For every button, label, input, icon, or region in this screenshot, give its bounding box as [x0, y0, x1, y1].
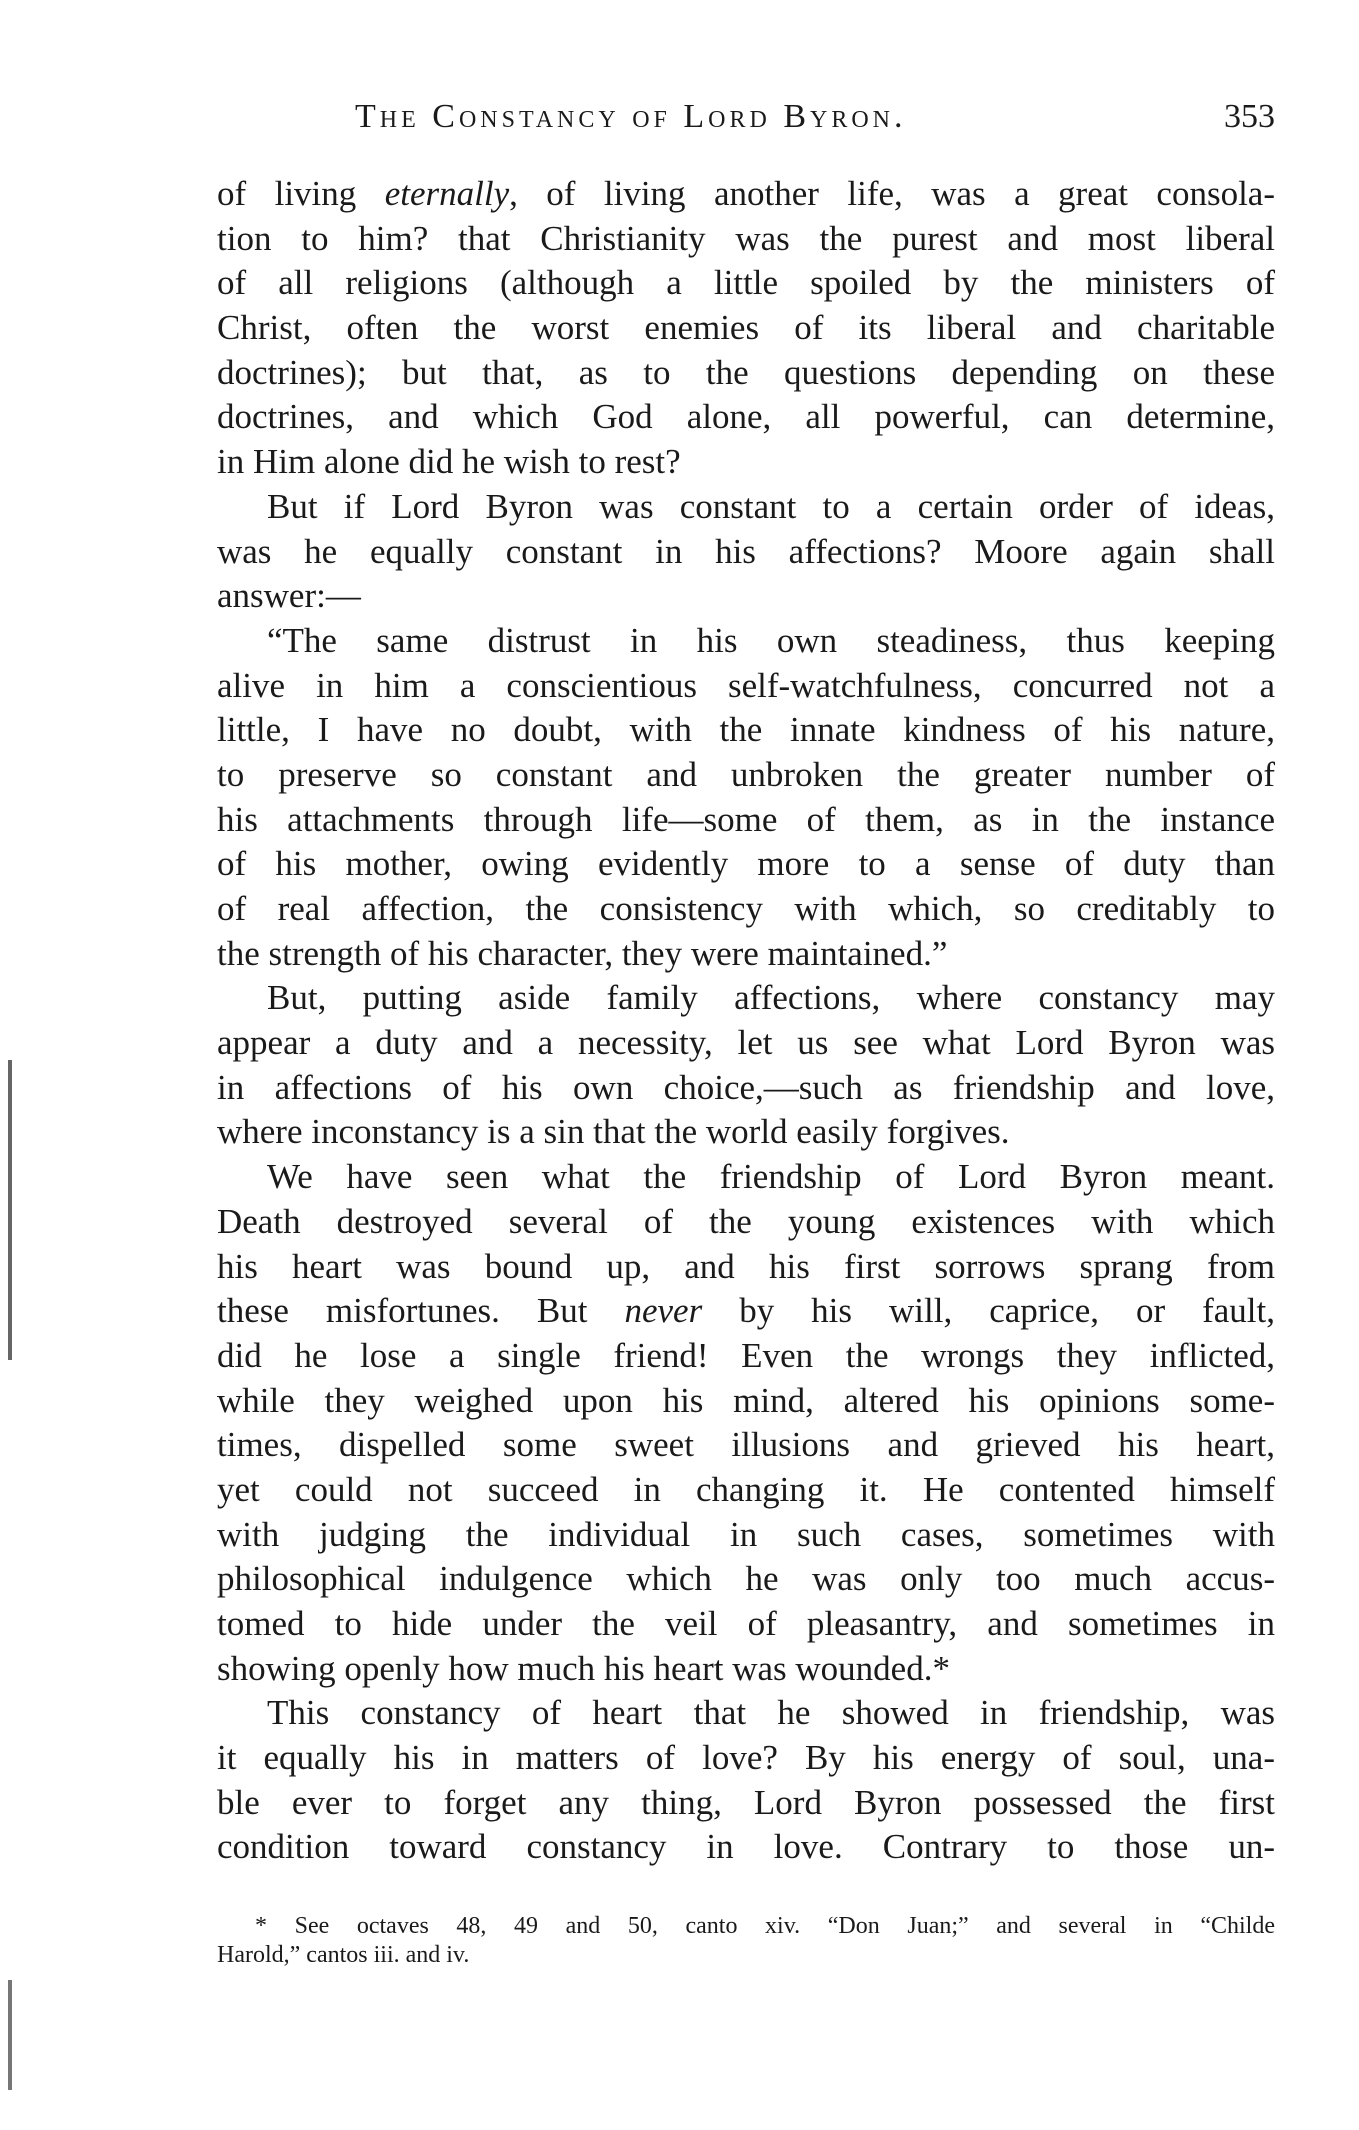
- text-line: alive in him a conscientious self-watchfulness, concurred not a: [217, 665, 1275, 705]
- paragraph: [217, 1691, 1275, 1870]
- text-line: “The same distrust in his own steadiness, thus keeping: [267, 620, 1275, 660]
- paragraph: [217, 1155, 1275, 1691]
- text-line: while they weighed upon his mind, altered his opinions some-: [217, 1380, 1275, 1420]
- text-line: was he equally constant in his affections? Moore again shall: [217, 531, 1275, 571]
- paragraph: [217, 172, 1275, 485]
- text-line: condition toward constancy in love. Contrary to those un-: [217, 1827, 1275, 1867]
- footnote: [217, 1912, 1275, 1970]
- text-line: tomed to hide under the veil of pleasantry, and sometimes in: [217, 1604, 1275, 1643]
- text-line: little, I have no doubt, with the innate kindness of his nature,: [217, 710, 1275, 750]
- text-line: the strength of his character, they were maintained.”: [217, 933, 948, 973]
- footnote-line: * See octaves 48, 49 and 50, canto xiv. “Don Juan;” and several in “Childe: [255, 1913, 1275, 1939]
- text-segment: , of living another life, was a great consola-: [509, 174, 1275, 213]
- text-line: philosophical indulgence which he was only too much accus-: [217, 1559, 1275, 1599]
- text-line: [217, 1289, 1275, 1334]
- text-line: But, putting aside family affections, where constancy may: [267, 978, 1275, 1018]
- text-line: ble ever to forget any thing, Lord Byron possessed the first: [217, 1782, 1275, 1822]
- text-line: of his mother, owing evidently more to a sense of duty than: [217, 844, 1275, 884]
- text-line: But if Lord Byron was constant to a certain order of ideas,: [267, 486, 1275, 526]
- paragraph: [217, 619, 1275, 977]
- text-line: doctrines); but that, as to the questions depending on these: [217, 352, 1275, 392]
- text-line: it equally his in matters of love? By his energy of soul, una-: [217, 1738, 1275, 1778]
- text-segment: by his will, caprice, or fault,: [702, 1291, 1275, 1331]
- text-line: Christ, often the worst enemies of its liberal and charitable: [217, 308, 1275, 348]
- scan-edge-mark: [8, 1980, 12, 2090]
- text-line: with judging the individual in such cases, sometimes with: [217, 1514, 1275, 1554]
- text-line: in affections of his own choice,—such as friendship and love,: [217, 1067, 1275, 1107]
- text-line: his attachments through life—some of them, as in the instance: [217, 799, 1275, 839]
- text-line: times, dispelled some sweet illusions and grieved his heart,: [217, 1425, 1275, 1465]
- text-line: We have seen what the friendship of Lord Byron meant.: [267, 1157, 1275, 1197]
- scan-edge-mark: [8, 1060, 12, 1360]
- italic-text: eternally: [384, 174, 510, 213]
- text-line: in Him alone did he wish to rest?: [217, 442, 681, 482]
- text-line: did he lose a single friend! Even the wrongs they inflicted,: [217, 1335, 1275, 1375]
- text-line: tion to him? that Christianity was the purest and most liberal: [217, 218, 1275, 258]
- page-number: 353: [1224, 98, 1275, 135]
- text-line: Death destroyed several of the young existences with which: [217, 1201, 1275, 1241]
- text-segment: of living: [217, 174, 385, 213]
- text-line: of all religions (although a little spoiled by the ministers of: [217, 263, 1275, 303]
- text-line: answer:—: [217, 576, 361, 616]
- text-line: [217, 172, 1275, 217]
- running-title: The Constancy of Lord Byron.: [355, 98, 907, 135]
- text-line: to preserve so constant and unbroken the greater number of: [217, 754, 1275, 794]
- footnote-line: Harold,” cantos iii. and iv.: [217, 1942, 470, 1968]
- text-line: This constancy of heart that he showed in friendship, was: [267, 1693, 1275, 1733]
- text-line: appear a duty and a necessity, let us see what Lord Byron was: [217, 1023, 1275, 1063]
- italic-text: never: [624, 1291, 703, 1331]
- text-line: doctrines, and which God alone, all powerful, can determine,: [217, 397, 1275, 437]
- text-line: showing openly how much his heart was wounded.*: [217, 1648, 950, 1688]
- text-line: where inconstancy is a sin that the world easily forgives.: [217, 1112, 1010, 1152]
- text-segment: these misfortunes. But: [217, 1291, 625, 1331]
- text-line: yet could not succeed in changing it. He contented himself: [217, 1469, 1275, 1509]
- running-header: [355, 98, 1275, 148]
- body-text: [217, 172, 1275, 1870]
- paragraph: [217, 485, 1275, 619]
- paragraph: [217, 976, 1275, 1155]
- text-line: of real affection, the consistency with which, so creditably to: [217, 889, 1275, 928]
- text-line: his heart was bound up, and his first sorrows sprang from: [217, 1246, 1275, 1286]
